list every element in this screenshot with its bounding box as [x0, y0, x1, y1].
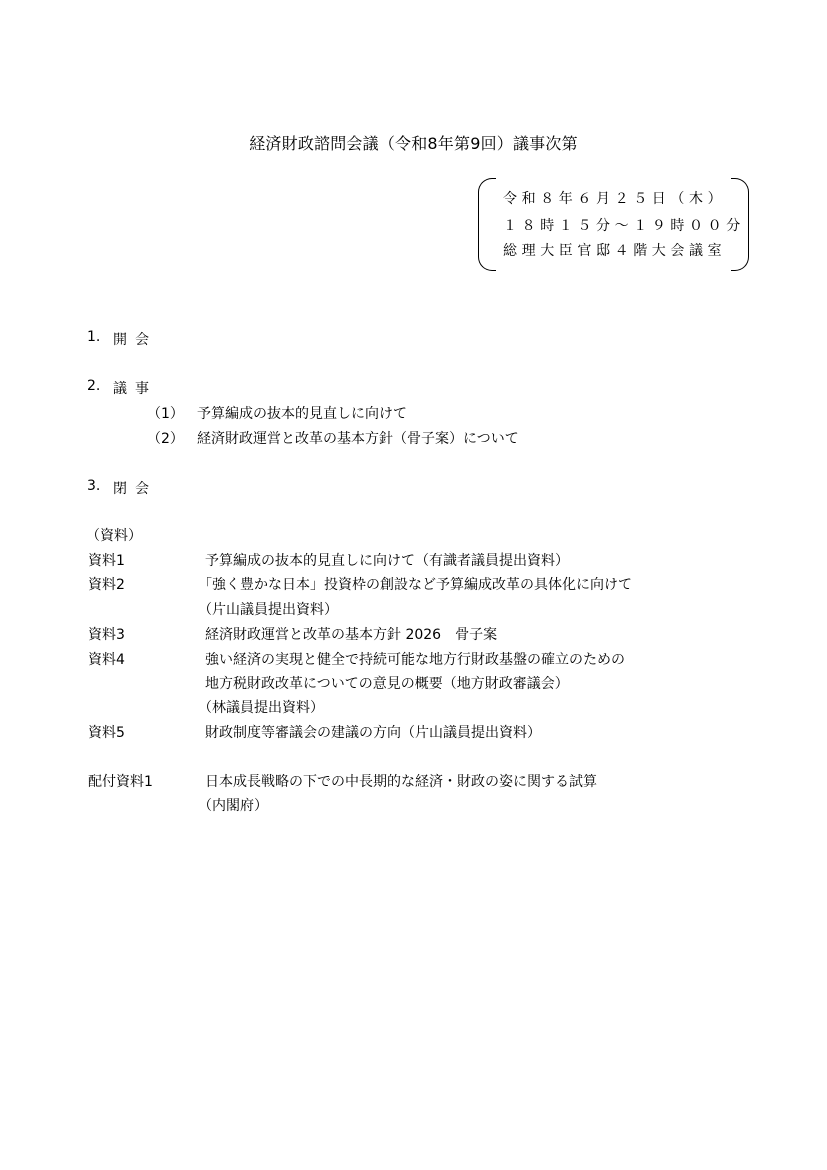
material-line: 財政制度等審議会の建議の方向（片山議員提出資料） [205, 725, 541, 741]
agenda-item: 予算編成の抜本的見直しに向けて [197, 406, 407, 422]
agenda-item-number: （1） [147, 406, 184, 422]
material-line: （林議員提出資料） [198, 700, 324, 716]
material-line: 強い経済の実現と健全で持続可能な地方行財政基盤の確立のための [205, 652, 625, 668]
section-proceedings: 議事 [113, 381, 157, 397]
material-label: 資料4 [88, 652, 125, 668]
page-title: 経済財政諮問会議（令和8年第9回）議事次第 [249, 134, 578, 153]
section-number: 3. [87, 478, 101, 494]
section-closing: 閉会 [113, 481, 157, 497]
material-label: 資料3 [88, 627, 125, 643]
material-line: 経済財政運営と改革の基本方針 2026 骨子案 [205, 627, 498, 643]
agenda-item-number: （2） [147, 431, 184, 447]
meeting-time: １８時１５分～１９時００分 [503, 218, 745, 234]
material-line: 日本成長戦略の下での中長期的な経済・財政の姿に関する試算 [205, 774, 597, 790]
distributed-material-label: 配付資料1 [88, 774, 153, 790]
section-number: 2. [87, 378, 101, 394]
section-opening: 開会 [113, 332, 157, 348]
materials-heading: （資料） [86, 528, 142, 544]
material-label: 資料2 [88, 577, 125, 593]
material-line: 「強く豊かな日本」投資枠の創設など予算編成改革の具体化に向けて [198, 577, 632, 593]
material-line: （片山議員提出資料） [198, 602, 338, 618]
left-bracket [478, 178, 496, 271]
meeting-date: 令和８年６月２５日（木） [503, 191, 727, 207]
material-line: 地方税財政改革についての意見の概要（地方財政審議会） [205, 676, 569, 692]
material-line: 予算編成の抜本的見直しに向けて（有識者議員提出資料） [205, 553, 569, 569]
material-label: 資料1 [88, 553, 125, 569]
meeting-place: 総理大臣官邸４階大会議室 [503, 243, 727, 259]
material-label: 資料5 [88, 725, 125, 741]
section-number: 1. [87, 329, 101, 345]
agenda-item: 経済財政運営と改革の基本方針（骨子案）について [197, 431, 519, 447]
material-line: （内閣府） [198, 798, 268, 814]
